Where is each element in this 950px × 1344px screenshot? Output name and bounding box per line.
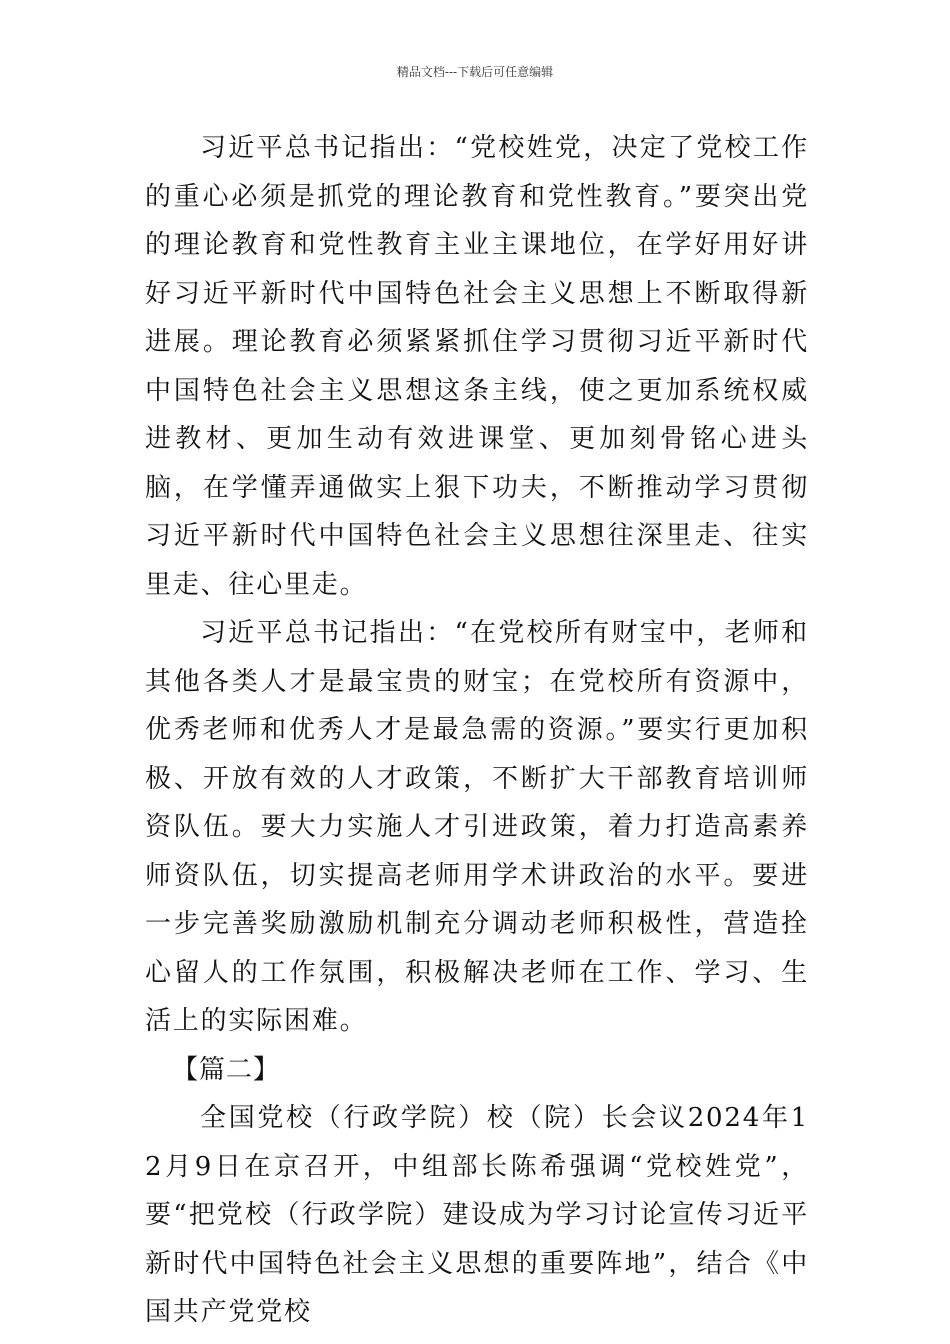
document-body — [145, 124, 809, 1337]
page-header: 精品文档---下载后可任意编辑 — [396, 65, 554, 79]
section-heading: 【篇二】 — [172, 1054, 281, 1085]
paragraph-3: 全国党校（行政学院）校（院）长会议2024年12月9日在京召开，中组部长陈希强调“党校姓党”，要“把党校（行政学院）建设成为学习讨论宣传习近平新时代中国特色社会主义思想的重要阵地”，结合《中国共产党党校 — [145, 1103, 809, 1327]
paragraph-1: 习近平总书记指出：“党校姓党，决定了党校工作的重心必须是抓党的理论教育和党性教育。”要突出党的理论教育和党性教育主业主课地位，在学好用好讲好习近平新时代中国特色社会主义思想上不断取得新进展。理论教育必须紧紧抓住学习贯彻习近平新时代中国特色社会主义思想这条主线，使之更加系统权威进教材、更加生动有效进课堂、更加刻骨铭心进头脑，在学懂弄通做实上狠下功夫，不断推动学习贯彻习近平新时代中国特色社会主义思想往深里走、往实里走、往心里走。 — [145, 133, 809, 600]
paragraph-2: 习近平总书记指出：“在党校所有财宝中，老师和其他各类人才是最宝贵的财宝；在党校所有资源中，优秀老师和优秀人才是最急需的资源。”要实行更加积极、开放有效的人才政策，不断扩大干部教育培训师资队伍。要大力实施人才引进政策，着力打造高素养师资队伍，切实提高老师用学术讲政治的水平。要进一步完善奖励激励机制充分调动老师积极性，营造拴心留人的工作氛围，积极解决老师在工作、学习、生活上的实际困难。 — [145, 618, 809, 1036]
